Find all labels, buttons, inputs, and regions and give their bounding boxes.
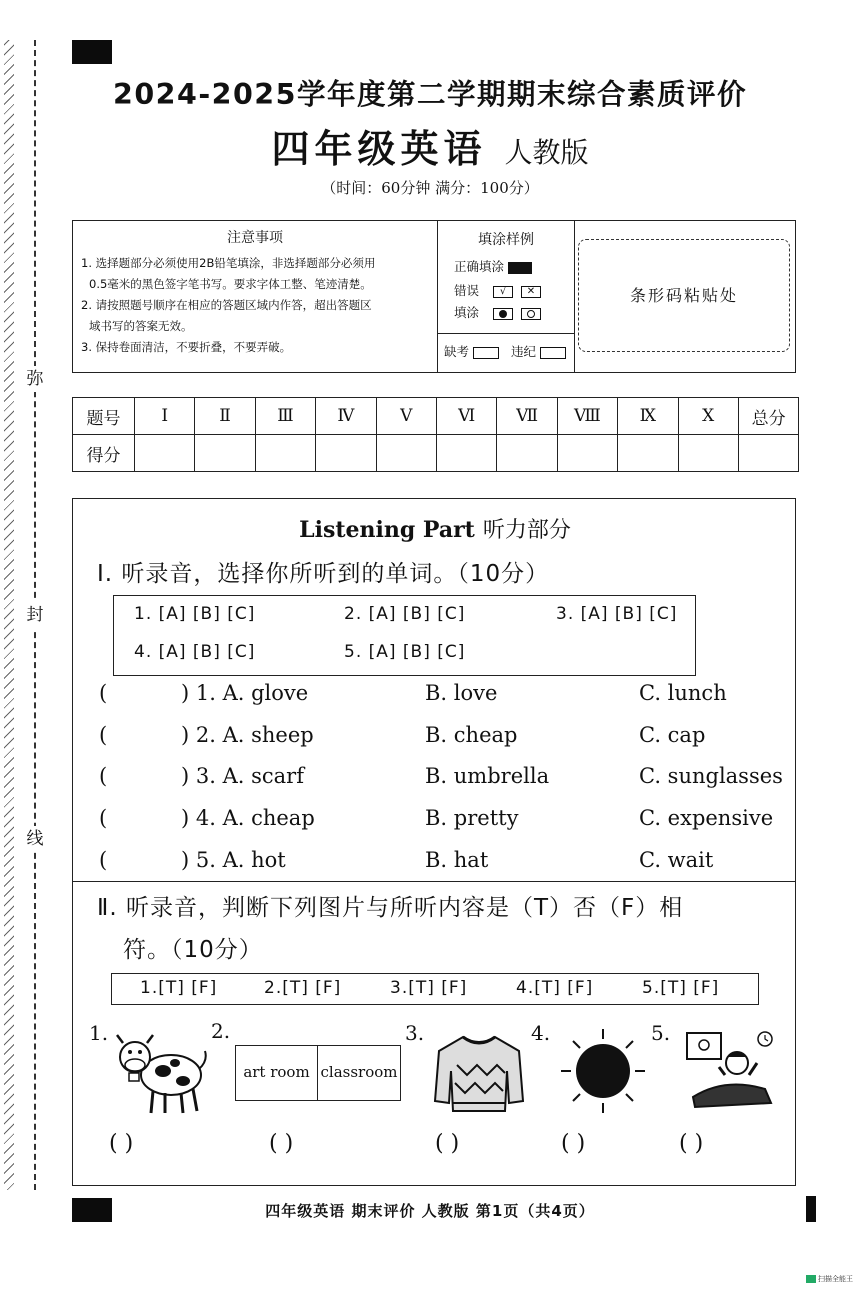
answer-paren-open[interactable]: ( — [99, 681, 108, 705]
binding-zigzag — [4, 40, 14, 1190]
section-divider — [73, 881, 795, 882]
section-2-heading-line-2: 符。（10分） — [123, 937, 263, 963]
tf-answer-blank-1[interactable]: ( ) — [109, 1131, 134, 1156]
score-column-header: Ⅵ — [436, 398, 496, 435]
score-column-header: Ⅶ — [497, 398, 557, 435]
tf-answer-blank-5[interactable]: ( ) — [679, 1131, 704, 1156]
question-option-a: ) 4. A. cheap — [181, 806, 315, 830]
question-option-b: B. pretty — [425, 806, 519, 830]
answer-paren-open[interactable]: ( — [99, 806, 108, 830]
fill-wrong-row-1 — [454, 281, 541, 299]
violation-checkbox[interactable] — [540, 347, 566, 359]
sweater-icon — [433, 1031, 525, 1117]
notice-item: 3. 保持卷面清洁，不要折叠，不要弄破。 — [81, 340, 292, 354]
question-option-a: ) 1. A. glove — [181, 681, 309, 705]
question-option-c: C. expensive — [639, 806, 774, 830]
tf-option-5[interactable]: 5.[T] [F] — [642, 978, 720, 998]
picture-number-5: 5. — [651, 1021, 671, 1045]
room-sign — [235, 1045, 401, 1101]
score-cell[interactable] — [436, 435, 496, 472]
notice-item: 域书写的答案无效。 — [89, 319, 193, 333]
score-table — [72, 397, 799, 472]
score-cell[interactable] — [135, 435, 195, 472]
notice-section — [73, 221, 438, 372]
fill-wrong-label-1: 错误 — [454, 283, 480, 298]
answer-paren-open[interactable]: ( — [99, 723, 108, 747]
question-row — [97, 723, 787, 753]
question-option-c: C. sunglasses — [639, 764, 783, 788]
boy-waking-icon — [685, 1027, 777, 1113]
check-box-icon: √ — [493, 286, 513, 298]
fill-sample-section — [438, 221, 575, 372]
notice-box — [72, 220, 796, 373]
classroom-label: classroom — [320, 1063, 398, 1081]
answer-option-4[interactable]: 4. [A] [B] [C] — [134, 642, 256, 662]
fill-wrong-row-2 — [454, 303, 541, 321]
score-cell[interactable] — [316, 435, 376, 472]
question-option-b: B. umbrella — [425, 764, 550, 788]
question-option-c: C. cap — [639, 723, 706, 747]
question-option-b: B. cheap — [425, 723, 518, 747]
barcode-area: 条形码粘贴处 — [578, 239, 790, 352]
answer-paren-open[interactable]: ( — [99, 848, 108, 872]
exam-subtitle — [0, 118, 860, 173]
picture-number-3: 3. — [405, 1021, 425, 1045]
score-column-header: Ⅰ — [135, 398, 195, 435]
binding-char-xian: 线 — [22, 826, 48, 852]
binding-char-feng: 封 — [22, 602, 48, 628]
score-cell[interactable] — [618, 435, 678, 472]
picture-number-1: 1. — [89, 1021, 109, 1045]
score-table-score-row — [73, 435, 799, 472]
question-row — [97, 848, 787, 878]
cow-icon — [113, 1031, 209, 1117]
notice-item: 0.5毫米的黑色签字笔书写。要求字体工整、笔迹清楚。 — [89, 277, 372, 291]
answer-paren-open[interactable]: ( — [99, 764, 108, 788]
listening-title-cn: 听力部分 — [482, 518, 571, 543]
fill-correct-label: 正确填涂 — [454, 259, 505, 274]
score-column-header: Ⅷ — [557, 398, 617, 435]
question-row — [97, 764, 787, 794]
edition-name: 人教版 — [504, 136, 589, 169]
question-row — [97, 681, 787, 711]
question-option-a: ) 2. A. sheep — [181, 723, 314, 747]
section-2-heading-line-1: Ⅱ. 听录音，判断下列图片与所听内容是（T）否（F）相 — [97, 895, 684, 921]
question-option-b: B. hat — [425, 848, 489, 872]
violation-label: 违纪 — [511, 344, 537, 359]
score-column-header: Ⅱ — [195, 398, 255, 435]
tf-answer-blank-3[interactable]: ( ) — [435, 1131, 460, 1156]
listening-part-title — [73, 513, 797, 544]
score-cell[interactable] — [255, 435, 315, 472]
absent-violation-row — [438, 333, 574, 374]
watermark — [806, 1274, 853, 1284]
answer-option-3[interactable]: 3. [A] [B] [C] — [556, 604, 678, 624]
tf-option-4[interactable]: 4.[T] [F] — [516, 978, 594, 998]
watermark-text: 扫描全能王 — [818, 1275, 853, 1283]
score-cell[interactable] — [376, 435, 436, 472]
fill-correct-row — [454, 257, 532, 275]
score-cell[interactable] — [195, 435, 255, 472]
section-1-heading: Ⅰ. 听录音，选择你所听到的单词。（10分） — [97, 561, 550, 587]
picture-number-2: 2. — [211, 1019, 231, 1043]
tf-option-2[interactable]: 2.[T] [F] — [264, 978, 342, 998]
answer-option-2[interactable]: 2. [A] [B] [C] — [344, 604, 466, 624]
empty-circle-box-icon — [521, 308, 541, 320]
score-cell[interactable] — [678, 435, 738, 472]
listening-title-en: Listening Part — [299, 517, 475, 543]
scanner-logo-icon — [806, 1275, 816, 1283]
fill-sample-heading: 填涂样例 — [478, 232, 534, 248]
page-footer: 四年级英语 期末评价 人教版 第1页（共4页） — [265, 1202, 595, 1220]
answer-option-1[interactable]: 1. [A] [B] [C] — [134, 604, 256, 624]
section-1-answer-sheet — [113, 595, 696, 676]
score-column-header: 总分 — [738, 398, 798, 435]
binding-char-mi: 弥 — [22, 366, 48, 392]
tf-option-3[interactable]: 3.[T] [F] — [390, 978, 468, 998]
time-info: （时间：60分钟 满分：100分） — [321, 179, 539, 197]
notice-item: 1. 选择题部分必须使用2B铅笔填涂，非选择题部分必须用 — [81, 256, 376, 270]
sun-icon — [559, 1027, 647, 1115]
absent-checkbox[interactable] — [473, 347, 499, 359]
question-option-a: ) 5. A. hot — [181, 848, 286, 872]
score-cell[interactable] — [557, 435, 617, 472]
score-column-header: Ⅳ — [316, 398, 376, 435]
tf-answer-blank-2[interactable]: ( ) — [269, 1131, 294, 1156]
registration-marker-top — [72, 40, 112, 64]
score-cell[interactable] — [497, 435, 557, 472]
cross-box-icon: ✕ — [521, 286, 541, 298]
picture-number-4: 4. — [531, 1021, 551, 1045]
score-row-label: 题号 — [73, 398, 135, 435]
art-room-label: art room — [236, 1046, 318, 1100]
question-option-c: C. wait — [639, 848, 714, 872]
subject-name: 四年级英语 — [271, 127, 487, 171]
score-row-label: 得分 — [73, 435, 135, 472]
exam-title: 2024-2025学年度第二学期期末综合素质评价 — [113, 78, 747, 111]
score-column-header: Ⅹ — [678, 398, 738, 435]
score-table-header-row — [73, 398, 799, 435]
question-option-a: ) 3. A. scarf — [181, 764, 304, 788]
section-2-answer-sheet — [111, 973, 759, 1005]
question-option-c: C. lunch — [639, 681, 727, 705]
tf-answer-blank-4[interactable]: ( ) — [561, 1131, 586, 1156]
filled-box-icon — [508, 262, 532, 274]
score-column-header: Ⅲ — [255, 398, 315, 435]
tf-option-1[interactable]: 1.[T] [F] — [140, 978, 218, 998]
fill-wrong-label-2: 填涂 — [454, 305, 480, 320]
score-cell[interactable] — [738, 435, 798, 472]
question-row — [97, 806, 787, 836]
score-column-header: Ⅸ — [618, 398, 678, 435]
question-option-b: B. love — [425, 681, 498, 705]
listening-section — [72, 498, 796, 1186]
filled-dot-box-icon — [493, 308, 513, 320]
score-column-header: Ⅴ — [376, 398, 436, 435]
answer-option-5[interactable]: 5. [A] [B] [C] — [344, 642, 466, 662]
notice-heading: 注意事项 — [227, 230, 283, 246]
absent-label: 缺考 — [444, 344, 470, 359]
notice-item: 2. 请按照题号顺序在相应的答题区域内作答，超出答题区 — [81, 298, 372, 312]
